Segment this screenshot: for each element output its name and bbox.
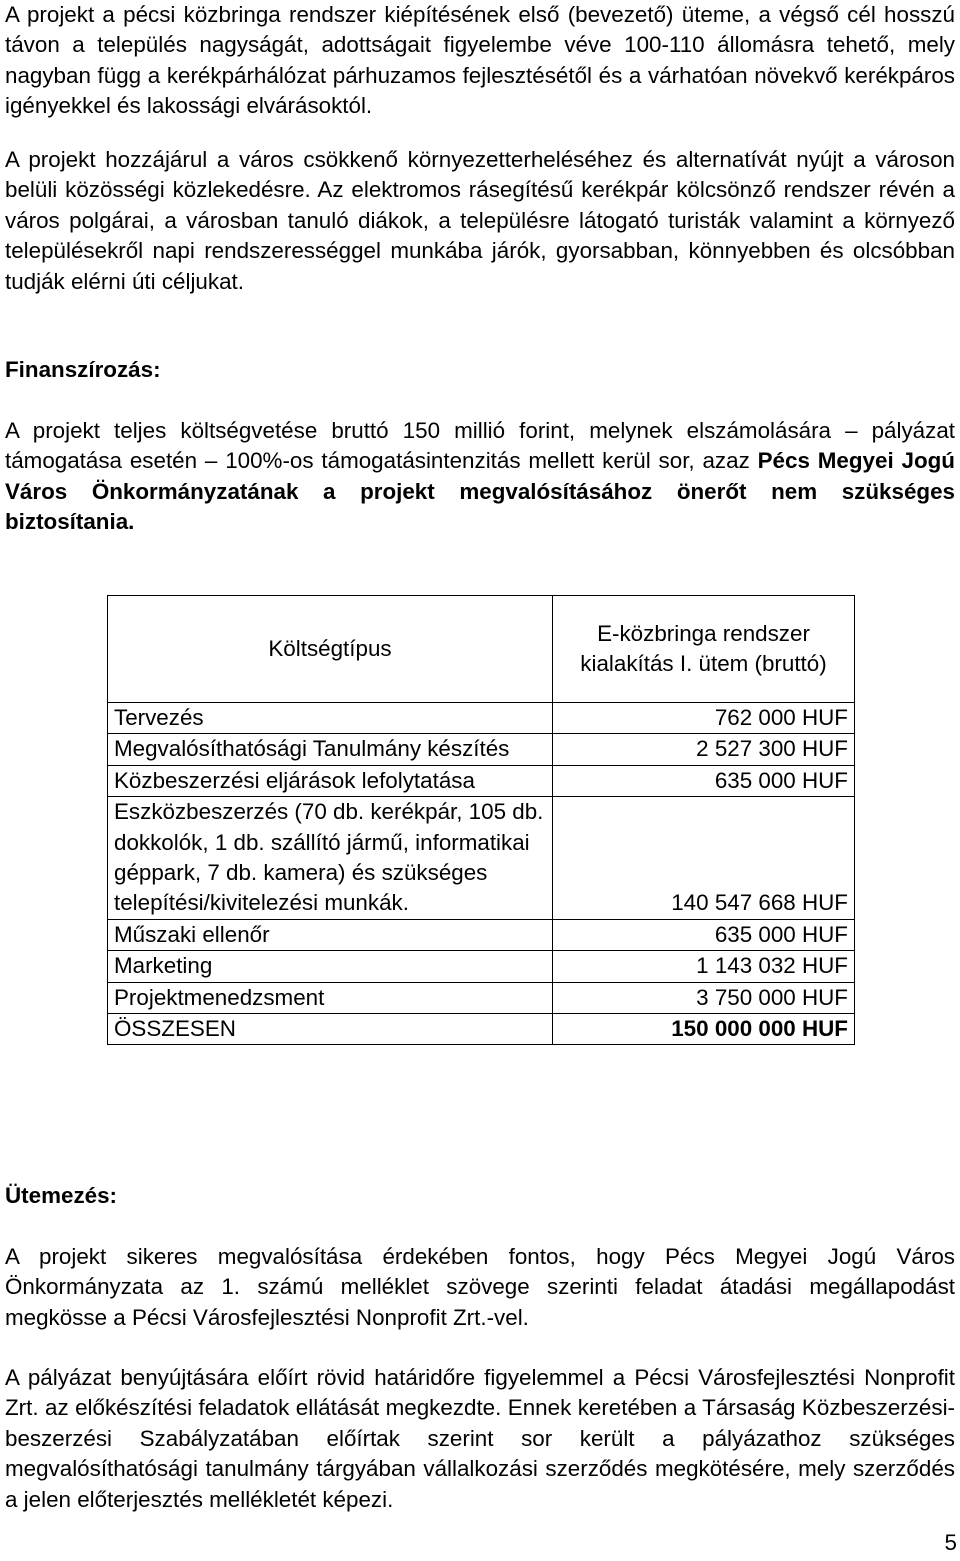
row-label: Közbeszerzési eljárások lefolytatása	[108, 765, 553, 796]
cost-table	[107, 595, 855, 1045]
table-row	[108, 797, 855, 920]
total-label: ÖSSZESEN	[108, 1014, 553, 1045]
table-row	[108, 703, 855, 734]
heading-schedule: Ütemezés:	[5, 1183, 117, 1208]
row-value: 1 143 032 HUF	[553, 951, 855, 982]
row-label: Tervezés	[108, 703, 553, 734]
paragraph-project-benefits: A projekt hozzájárul a város csökkenő környezetterheléséhez és alternatívát nyújt a városon belüli közösségi közlekedésre. Az elektromos rásegítésű kerékpár kölcsönző rendszer révén a város polgárai, a városban tanuló diákok, a településre látogató turisták valamint a környező településekről napi rendszerességgel munkába járók, gyorsabban, könnyebben és olcsóbban tudják elérni úti céljukat.	[5, 147, 955, 294]
row-value: 635 000 HUF	[553, 765, 855, 796]
table-header-row	[108, 596, 855, 703]
page-number: 5	[944, 1530, 957, 1555]
financing-bold-text: Pécs Megyei Jogú Város Önkormányzatának a projekt megvalósításához önerőt nem szükséges biztosítania.	[5, 448, 955, 535]
table-total-row	[108, 1014, 855, 1045]
financing-text: A projekt teljes költségvetése bruttó 150 millió forint, melynek elszámolására – pályázat támogatása esetén – 100%-os támogatásintenzitás mellett kerül sor, azaz	[5, 418, 955, 474]
heading-financing: Finanszírozás:	[5, 357, 161, 382]
total-value: 150 000 000 HUF	[553, 1014, 855, 1045]
row-value: 3 750 000 HUF	[553, 982, 855, 1013]
row-label: Műszaki ellenőr	[108, 919, 553, 950]
row-label: Eszközbeszerzés (70 db. kerékpár, 105 db. dokkolók, 1 db. szállító jármű, informatikai géppark, 7 db. kamera) és szükséges telepítési/kivitelezési munkák.	[108, 797, 553, 920]
paragraph-schedule: A projekt sikeres megvalósítása érdekében fontos, hogy Pécs Megyei Jogú Város Önkormányzata az 1. számú melléklet szövege szerinti feladat átadási megállapodást megkösse a Pécsi Városfejlesztési Nonprofit Zrt.-vel.	[5, 1244, 955, 1330]
row-label: Megvalósíthatósági Tanulmány készítés	[108, 734, 553, 765]
paragraph-preparation: A pályázat benyújtására előírt rövid határidőre figyelemmel a Pécsi Városfejlesztési Nonprofit Zrt. az előkészítési feladatok ellátását megkezdte. Ennek keretében a Társaság Közbeszerzési-beszerzési Szabályzatában előírtak szerint sor került a pályázathoz szükséges megvalósíthatósági tanulmány tárgyában vállalkozási szerződés megkötésére, mely szerződés a jelen előterjesztés mellékletét képezi.	[5, 1365, 955, 1512]
row-value: 140 547 668 HUF	[553, 797, 855, 920]
row-value: 762 000 HUF	[553, 703, 855, 734]
table-row	[108, 765, 855, 796]
header-cost-value: E-közbringa rendszer kialakítás I. ütem (bruttó)	[553, 596, 855, 703]
paragraph-financing	[5, 416, 955, 538]
row-value: 635 000 HUF	[553, 919, 855, 950]
table-row	[108, 982, 855, 1013]
table-row	[108, 919, 855, 950]
row-label: Marketing	[108, 951, 553, 982]
row-label: Projektmenedzsment	[108, 982, 553, 1013]
row-value: 2 527 300 HUF	[553, 734, 855, 765]
table-row	[108, 734, 855, 765]
paragraph-project-intro: A projekt a pécsi közbringa rendszer kiépítésének első (bevezető) üteme, a végső cél hosszú távon a település nagyságát, adottságait figyelembe véve 100-110 állomásra tehető, mely nagyban függ a kerékpárhálózat párhuzamos fejlesztésétől és a várhatóan növekvő kerékpáros igényekkel és lakossági elvárásoktól.	[5, 2, 955, 119]
table-row	[108, 951, 855, 982]
header-cost-type: Költségtípus	[108, 596, 553, 703]
